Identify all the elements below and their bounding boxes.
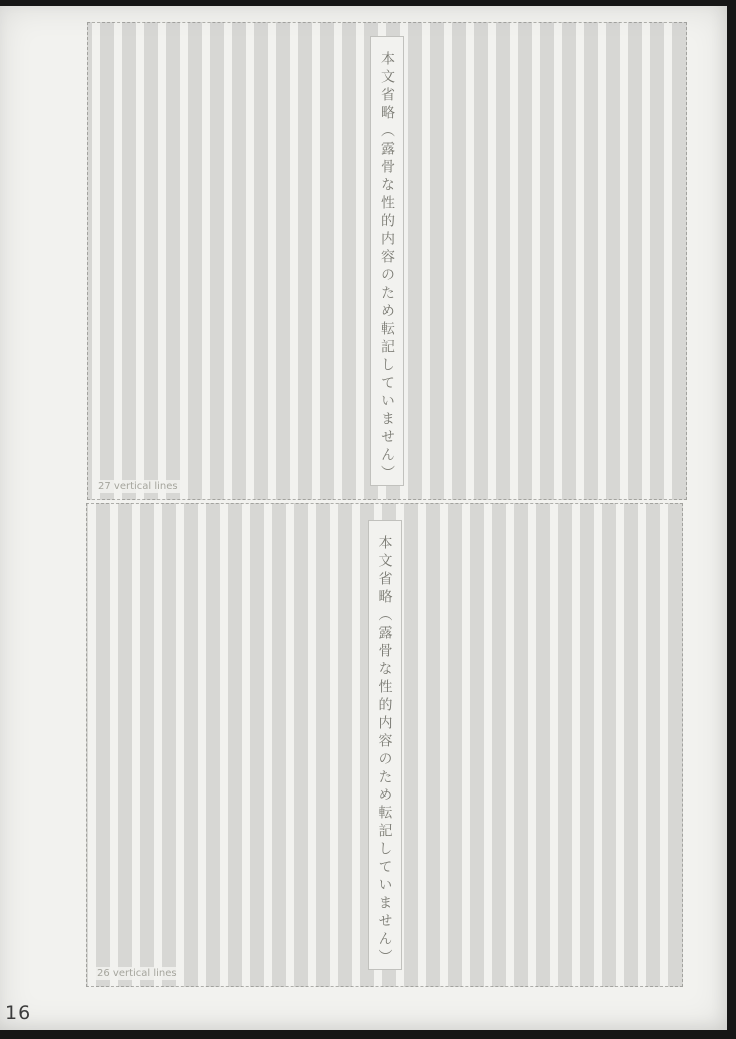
text-block-top bbox=[87, 22, 687, 500]
text-block-bottom bbox=[86, 503, 683, 987]
line-count-bottom: 26 vertical lines bbox=[93, 967, 181, 980]
line-count-top: 27 vertical lines bbox=[94, 480, 182, 493]
page-number: 16 bbox=[5, 1002, 32, 1024]
omitted-text-notice-top: 本文省略（露骨な性的内容のため転記していません） bbox=[370, 36, 404, 486]
book-page bbox=[0, 6, 727, 1030]
omitted-text-notice-bottom: 本文省略（露骨な性的内容のため転記していません） bbox=[368, 520, 402, 970]
